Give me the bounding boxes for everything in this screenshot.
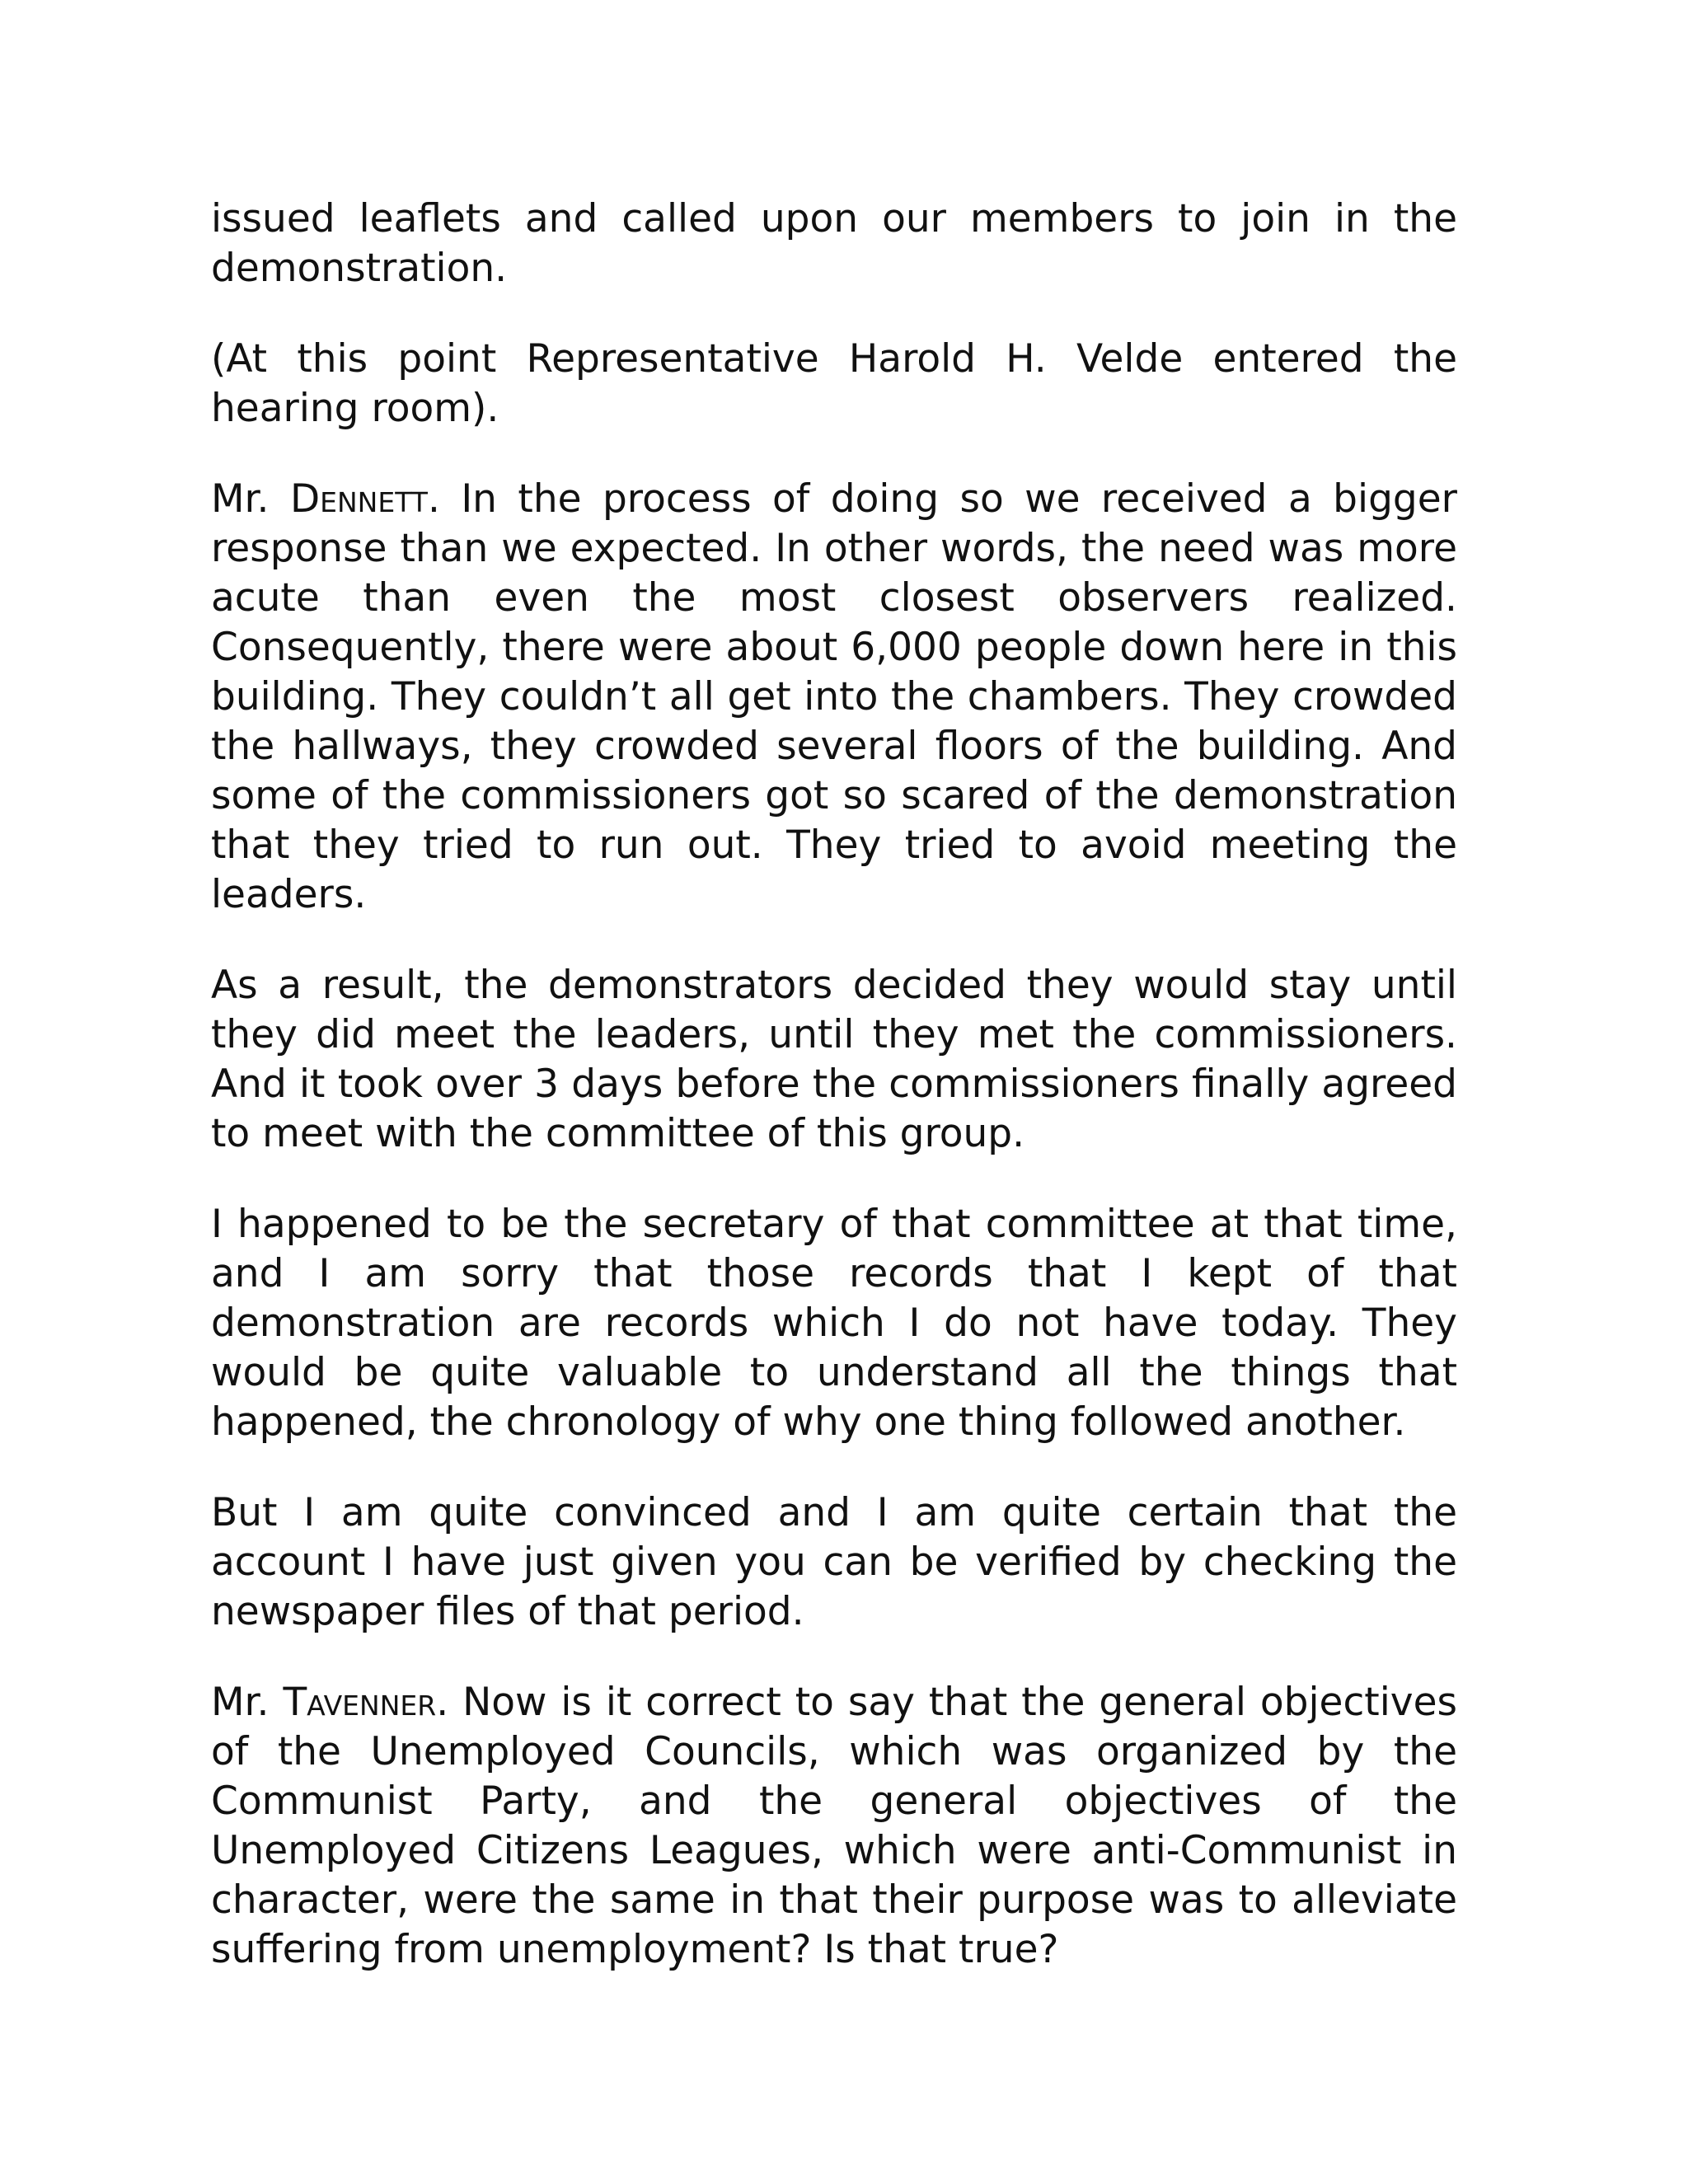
speaker-name: Tavenner: [283, 1680, 437, 1725]
paragraph-text: (At this point Representative Harold H. Velde entered the hearing room).: [211, 336, 1457, 431]
speaker-suffix: .: [427, 476, 440, 522]
speaker-suffix: .: [436, 1680, 449, 1725]
paragraph: [211, 961, 1457, 1159]
paragraph: [211, 335, 1457, 434]
paragraph: [211, 194, 1457, 293]
paragraph: [211, 475, 1457, 920]
speaker-prefix: Mr.: [211, 476, 290, 522]
paragraph-text: Now is it correct to say that the general objectives of the Unemployed Councils, which was organized by the Communist Party, and the general objectives of the Unemployed Citizens Leagues, which were anti-Communist in character, were the same in that their purpose was to alleviate suffering from unemployment? Is that true?: [211, 1680, 1457, 1972]
speaker-name: Dennett: [289, 476, 428, 522]
paragraph-text: As a result, the demonstrators decided they would stay until they did meet the leaders, until they met the commissioners. And it took over 3 days before the commissioners finally agreed to meet with the committee of this group.: [211, 963, 1457, 1156]
paragraph-text: I happened to be the secretary of that committee at that time, and I am sorry that those records that I kept of that demonstration are records which I do not have today. They would be quite valuable to understand all the things that happened, the chronology of why one thing followed another.: [211, 1202, 1457, 1445]
paragraph: [211, 1678, 1457, 1975]
speaker-prefix: Mr.: [211, 1680, 284, 1725]
paragraph-text: In the process of doing so we received a bigger response than we expected. In other words, the need was more acute than even the most closest observers realized. Consequently, there were about 6,000 people down here in this building. They couldn’t all get into the chambers. They crowded the hallways, they crowded several floors of the building. And some of the commissioners got so scared of the demonstration that they tried to run out. They tried to avoid meeting the leaders.: [211, 476, 1457, 917]
paragraph: [211, 1200, 1457, 1447]
paragraph-text: But I am quite convinced and I am quite certain that the account I have just given you can be verified by checking the newspaper files of that period.: [211, 1490, 1457, 1634]
paragraph-text: issued leaflets and called upon our members to join in the demonstration.: [211, 196, 1457, 291]
document-page: [211, 194, 1457, 1975]
paragraph: [211, 1488, 1457, 1637]
